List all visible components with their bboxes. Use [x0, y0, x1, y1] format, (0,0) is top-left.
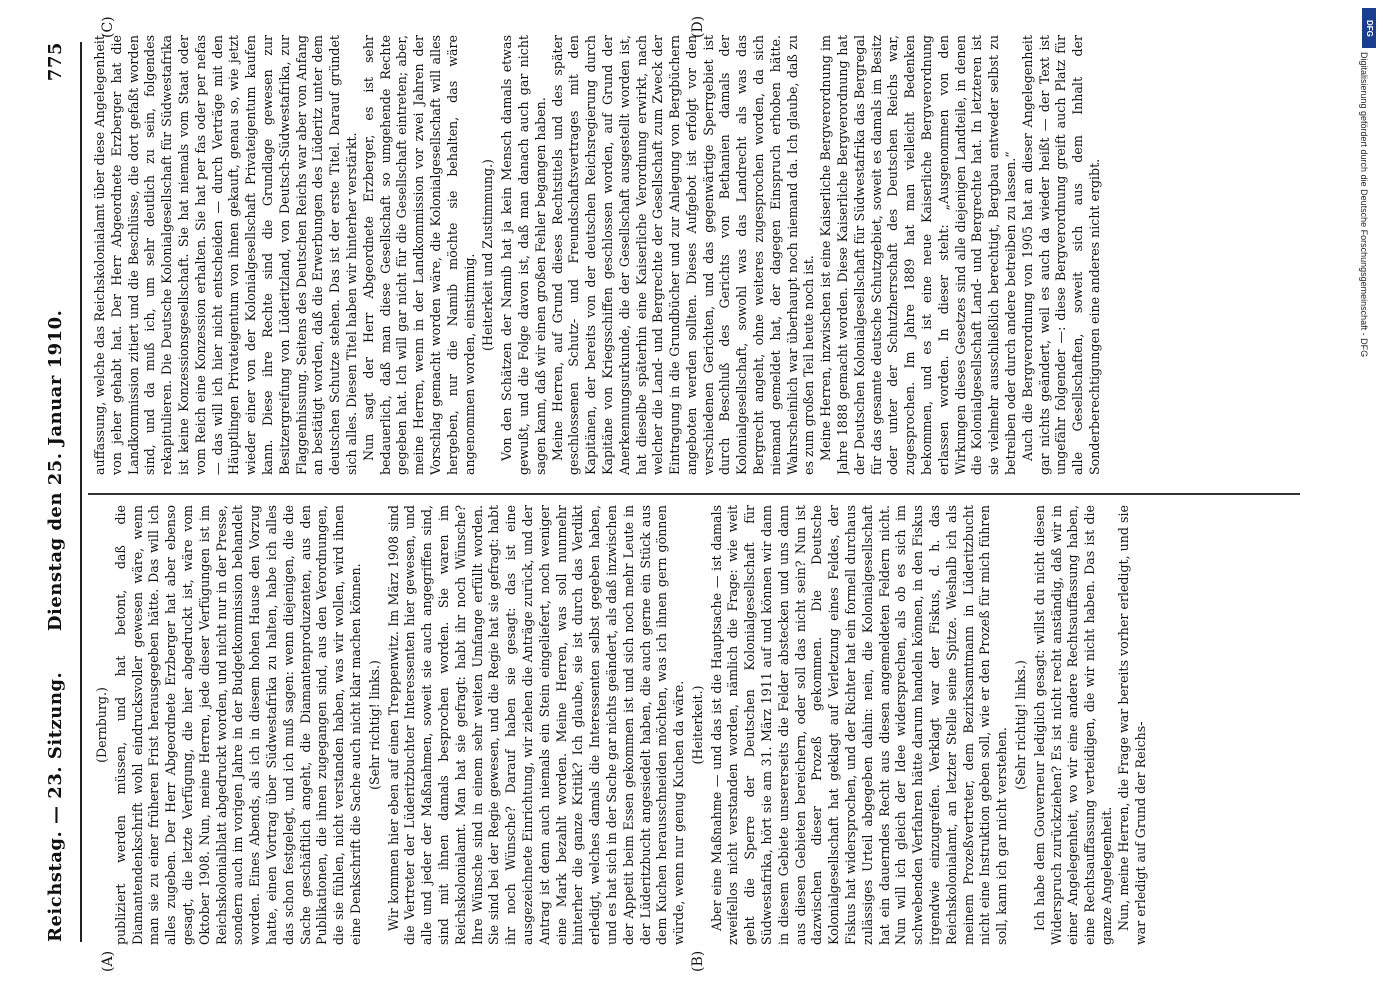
- right-column-paragraph: Meine Herren, auf Grund dieses Rechtstitels und des später geschlossenen Schutz- und Freundschaftsvertrages mit den Kapitänen, der bereits von der deutschen Reichsregierung durch Kapitäne von Kriegsschiffen geschlossen worden, auf Grund der Anerkennungsurkunde, die der Gesellschaft ausgestellt worden ist, hat dieselbe späterhin eine Kaiserliche Verordnung erwirkt, nach welcher die Land- und Bergrechte der Gesellschaft zum Zweck der Eintragung in die Grundbücher und zur Anlegung von Bergbüchern angeboten werden sollten. Dieses Aufgebot ist erfolgt vor den verschiedenen Gerichten, und das gegenwärtige Sperrgebiet ist durch Beschluß des Gerichts von Bethanien damals der Kolonialgesellschaft, sowohl was das Landrecht als was das Bergrecht angeht, ohne weiteres zugesprochen worden, da sich niemand gemeldet hat, der dagegen Einspruch erhoben hätte. Wahrscheinlich war überhaupt noch niemand da. Ich glaube, daß zu es zum großen Teil heute noch ist.: [549, 35, 817, 475]
- page-header: [45, 42, 75, 942]
- left-column-paragraph: (Dernburg.): [94, 687, 109, 763]
- header-date: Dienstag den 25. Januar 1910.: [45, 309, 66, 632]
- right-column-paragraph: Von den Schätzen der Namib hat ja kein Mensch damals etwas gewußt, und die Folge davon ist, daß man danach auch gar nicht sagen kann, daß wir einen großen Fehler begangen haben.: [499, 35, 548, 475]
- marker-b: (B): [690, 950, 706, 972]
- left-column-paragraph: Ich habe dem Gouverneur lediglich gesagt: willst du nicht diesen Widerspruch zurückziehen? Es ist nicht recht anständig, daß wir in einer Angelegenheit, wo wir eine andere Rechtsauffassung haben, eine Rechtsauffassung verteidigen, die wir nicht haben. Das ist die ganze Angelegenheit.: [1031, 505, 1115, 945]
- left-column-paragraph: publiziert werden müssen, und hat betont, daß die Diamantendenkschrift wohl eindrucksvoller gewesen wäre, wenn man sie zu einer früheren Frist herausgegeben hätte. Das will ich alles zugeben. Der Herr Abgeordnete Erzberger hat aber ebenso gesagt, die letzte Verfügung, die hier abgedruckt ist, wäre vom Oktober 1908. Nun, meine Herren, jede dieser Verfügungen ist im Reichskolonialblatt abgedruckt worden, und nicht nur in der Presse, sondern auch im vorigen Jahre in der Budgetkommission behandelt worden. Eines Abends, als ich in diesem hohen Hause den Vorzug hatte, einen Vortrag über Südwestafrika zu halten, habe ich alles das schon festgelegt, und ich muß sagen: wenn diejenigen, die die Sache geschäftlich angeht, die Diamantenproduzenten, aus den Publikationen, die ihnen zugegangen sind, aus den Verordnungen, die sie fühlen, nicht verstanden haben, was wir wollen, wird ihnen eine Denkschrift die Sache auch nicht klar machen können.: [112, 505, 363, 945]
- right-column-paragraph: auffassung, welche das Reichskolonialamt über diese Angelegenheit von jeher gehabt hat. Der Herr Abgeordnete Erzberger hat die Landkommission zitiert und die Beschlüsse, die dort gefaßt worden sind, und da muß ich, um sehr deutlich zu sein, folgendes rekapitulieren. Die Deutsche Kolonialgesellschaft für Südwestafrika ist keine Konzessionsgesellschaft. Sie hat niemals vom Staat oder vom Reich eine Konzession erhalten. Sie hat per fas oder per nefas — das will ich hier nicht entscheiden — durch Verträge mit den Häuptlingen Privateigentum von ihnen gekauft, genau so, wie jetzt wieder einer von der Kolonialgesellschaft Privateigentum kaufen kann. Diese ihre Rechte sind die Grundlage gewesen zur Besitzergreifung von Lüderitzland, von Deutsch-Südwestafrika, zur Flaggenhissung. Seitens des Deutschen Reichs war aber von Anfang an bestätigt worden, daß die Erwerbungen des Lüderitz unter dem deutschen Schutze stehen. Das ist der erste Titel. Darauf gründet sich alles. Diesen Titel haben wir hinterher verstärkt.: [92, 35, 359, 475]
- left-column-paragraph: (Heiterkeit.): [689, 685, 705, 765]
- marker-d: (D): [690, 15, 706, 38]
- page-number: 775: [45, 42, 66, 82]
- dfg-logo: DFG: [1362, 8, 1376, 48]
- left-column-paragraph: Wir kommen hier eben auf einen Treppenwitz. Im März 1908 sind die Vertreter der Lüderitzbuchter Interessenten hier gewesen, und alle und jeder der Maßnahmen, soweit sie auch angegriffen sind, sind mit ihnen damals besprochen worden. Sie waren im Reichskolonialamt. Man hat sie gefragt: habt ihr noch Wünsche? Ihre Wünsche sind in einem sehr weiten Umfange erfüllt worden. Sie sind bei der Regie gewesen, und die Regie hat sie gefragt: habt ihr noch Wünsche? Darauf haben sie gesagt: das ist eine ausgezeichnete Einrichtung, wir ziehen die Anträge zurück, und der Antrag ist denn auch niemals ein Stein eingeliefert, noch weniger eine Mark bezahlt worden. Meine Herren, was soll nunmehr hinterher die ganze Kritik? Ich glaube, sie ist durch das Verdikt erledigt, welches damals die Interessenten selbst gegeben haben, und es hat sich in der Sache gar nichts geändert, als daß inzwischen der Appetit beim Essen gekommen ist und sich noch mehr Leute in der Lüderitzbucht angesiedelt haben, die auch gerne ein Stück aus dem Kuchen herausschneiden möchten, was ich ihnen gern gönnen würde, wenn nur genug Kuchen da wäre.: [385, 505, 687, 945]
- header-title: Reichstag. — 23. Sitzung. Dienstag den 25. Januar 1910.: [45, 309, 66, 942]
- marker-a: (A): [100, 950, 116, 972]
- left-column: [92, 505, 1297, 945]
- right-column-paragraph: Nun sagt der Herr Abgeordnete Erzberger, es ist sehr bedauerlich, daß man diese Gesellschaft so umgehende Rechte gegeben hat. Ich will gar nicht für die Gesellschaft eintreten; aber, meine Herren, wenn in der Landkommission vor zwei Jahren der Vorschlag gemacht worden wäre, die Kolonialgesellschaft will alles hergeben, nur die Namib möchte sie behalten, das wäre angenommen worden, einstimmig.: [360, 35, 477, 475]
- right-column-paragraph: Auch die Bergverordnung von 1905 hat an dieser Angelegenheit gar nichts geändert, weil es auch da wieder heißt — der Text ist ungefähr folgender —: diese Bergverordnung greift auch Platz für alle Gesellschaften, soweit sich aus dem Inhalt der Sonderberechtigungen eine anderes nicht ergibt.: [1019, 35, 1103, 475]
- right-column-paragraph: (Heiterkeit und Zustimmung.): [480, 159, 496, 351]
- digitization-note: Digitalisierung gefördert durch die Deutsche Forschungsgemeinschaft - DFG: [1359, 52, 1369, 358]
- left-column-paragraph: (Sehr richtig! links.): [366, 660, 382, 790]
- right-column: [92, 35, 1297, 475]
- right-column-paragraph: Meine Herren, inzwischen ist eine Kaiserliche Bergverordnung im Jahre 1888 gemacht worden. Diese Kaiserliche Bergverordnung hat der Deutschen Kolonialgesellschaft für Südwestafrika das Bergregal für das gesamte deutsche Schutzgebiet, soweit es damals im Besitz oder unter der Schutzherrschaft des Deutschen Reichs war, zugesprochen. Im Jahre 1889 hat man vielleicht Bedenken bekommen, und es ist eine neue Kaiserliche Bergverordnung erlassen worden. In dieser steht: „Ausgenommen von den Wirkungen dieses Gesetzes sind alle diejenigen Landteile, in denen die Kolonialgesellschaft Land- und Bergrechte hat. In letzteren ist sie vielmehr ausschließlich berechtigt, Bergbau entweder selbst zu betreiben oder durch andere betreiben zu lassen.“: [818, 35, 1019, 475]
- left-column-paragraph: (Sehr richtig! links.): [1013, 660, 1029, 790]
- column-divider: [88, 493, 1300, 495]
- marker-c: (C): [100, 16, 116, 38]
- left-column-paragraph: Aber eine Maßnahme — und das ist die Hauptsache — ist damals zweifellos nicht verstanden worden, nämlich die Frage: wie weit geht die Sperre der Deutschen Kolonialgesellschaft für Südwestafrika, hört sie am 31. März 1911 auf und können wir dann in diesem Gebiete unsererseits die Felder abstecken und uns dann aus diesen Gebieten bereichern, oder soll das nicht sein? Nun ist dazwischen dieser Prozeß gekommen. Die Deutsche Kolonialgesellschaft hat geklagt auf Verletzung eines Feldes, der Fiskus hat widersprochen, und der Richter hat ein formell durchaus zulässiges Urteil abgegeben dahin: nein, die Kolonialgesellschaft hat ein dauerndes Recht aus diesen angemeldeten Feldern nicht. Nun will ich gleich der Idee widersprechen, als ob es sich im schwebenden Verfahren hätte darum handeln können, in den Fiskus irgendwie einzugreifen. Verklagt war der Fiskus, d. h. das Reichskolonialamt, an letzter Stelle seine Spitze. Weshalb ich als meinem Prozeßvertreter, dem Bezirksamtmann in Lüderitzbucht nicht eine Instruktion geben soll, wie er den Prozeß für mich führen soll, kann ich gar nicht verstehen.: [708, 505, 1010, 945]
- left-column-paragraph: Nun, meine Herren, die Frage war bereits vorher erledigt, und sie war erledigt auf Grund der Reichs-: [1115, 505, 1148, 945]
- header-rule: [80, 42, 82, 942]
